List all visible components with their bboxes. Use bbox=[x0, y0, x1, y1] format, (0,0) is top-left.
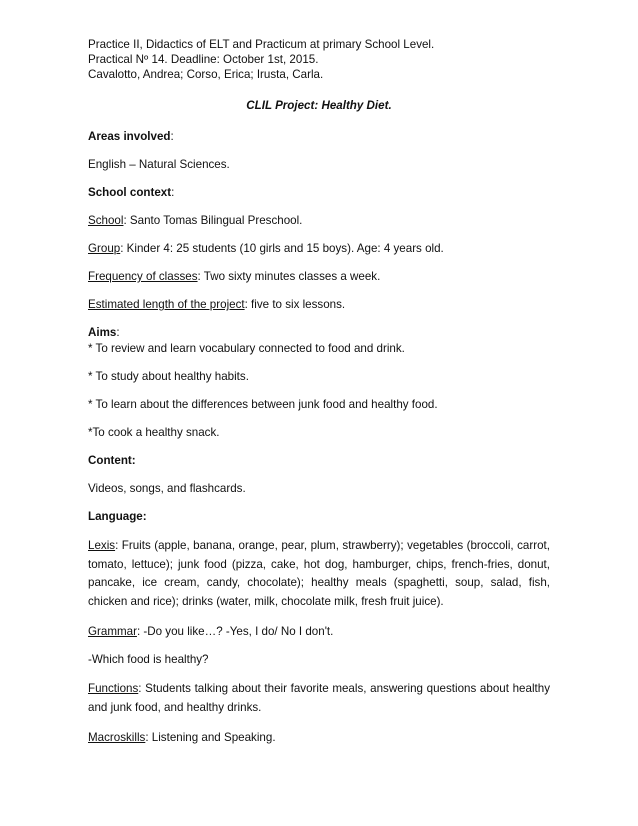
functions-text: : Students talking about their favorite meals, answering questions about healthy and junk food, and healthy drinks. bbox=[88, 682, 550, 714]
document-header bbox=[88, 37, 550, 82]
frequency-text: : Two sixty minutes classes a week. bbox=[197, 270, 381, 283]
school-line bbox=[88, 213, 550, 228]
frequency-line bbox=[88, 269, 550, 284]
grammar-line bbox=[88, 624, 550, 639]
context-heading: School context bbox=[88, 186, 172, 199]
group-text: : Kinder 4: 25 students (10 girls and 15 boys). Age: 4 years old. bbox=[120, 242, 444, 255]
document-title: CLIL Project: Healthy Diet. bbox=[246, 99, 392, 112]
macroskills-label: Macroskills bbox=[88, 731, 146, 744]
lexis-text: : Fruits (apple, banana, orange, pear, plum, strawberry); vegetables (broccoli, carrot, tomato, lettuce); junk food (pizza, cake, hot dog, hamburger, chips, french-fries, donut, pancake, ice cream, candy, chocolate); healthy meals (spaghetti, soup, salad, fish, chicken and rice); drinks (water, milk, chocolate milk, fresh fruit juice). bbox=[88, 539, 550, 608]
aim-item: *To cook a healthy snack. bbox=[88, 426, 220, 439]
header-course: Practice II, Didactics of ELT and Practicum at primary School Level. bbox=[88, 38, 435, 51]
aim-item: * To study about healthy habits. bbox=[88, 370, 249, 383]
grammar-line-2: -Which food is healthy? bbox=[88, 653, 209, 666]
length-line bbox=[88, 297, 550, 312]
aim-item: * To review and learn vocabulary connected to food and drink. bbox=[88, 342, 405, 355]
lexis-label: Lexis bbox=[88, 539, 116, 552]
length-label: Estimated length of the project bbox=[88, 298, 245, 311]
areas-heading: Areas involved bbox=[88, 130, 171, 143]
content-heading: Content: bbox=[88, 454, 136, 467]
language-heading: Language: bbox=[88, 510, 147, 523]
aims-heading-line bbox=[88, 325, 550, 340]
lexis-paragraph bbox=[88, 537, 550, 611]
header-practical: Practical Nº 14. Deadline: October 1st, 2015. bbox=[88, 53, 319, 66]
macroskills-line bbox=[88, 730, 550, 745]
content-text: Videos, songs, and flashcards. bbox=[88, 482, 246, 495]
aim-item: * To learn about the differences between junk food and healthy food. bbox=[88, 398, 438, 411]
areas-colon: : bbox=[170, 130, 174, 143]
length-text: : five to six lessons. bbox=[244, 298, 346, 311]
aims-colon: : bbox=[116, 326, 120, 339]
school-label: School bbox=[88, 214, 124, 227]
grammar-text: : -Do you like…? -Yes, I do/ No I don't. bbox=[136, 625, 334, 638]
group-label: Group bbox=[88, 242, 121, 255]
school-text: : Santo Tomas Bilingual Preschool. bbox=[123, 214, 303, 227]
group-line bbox=[88, 241, 550, 256]
macroskills-text: : Listening and Speaking. bbox=[145, 731, 276, 744]
areas-text: English – Natural Sciences. bbox=[88, 158, 230, 171]
functions-label: Functions bbox=[88, 682, 139, 695]
areas-heading-line bbox=[88, 129, 550, 144]
context-heading-line bbox=[88, 185, 550, 200]
frequency-label: Frequency of classes bbox=[88, 270, 198, 283]
grammar-label: Grammar bbox=[88, 625, 137, 638]
document-content bbox=[88, 37, 550, 745]
aims-heading: Aims bbox=[88, 326, 117, 339]
header-authors: Cavalotto, Andrea; Corso, Erica; Irusta, Carla. bbox=[88, 68, 324, 81]
functions-paragraph bbox=[88, 680, 550, 717]
context-colon: : bbox=[171, 186, 175, 199]
